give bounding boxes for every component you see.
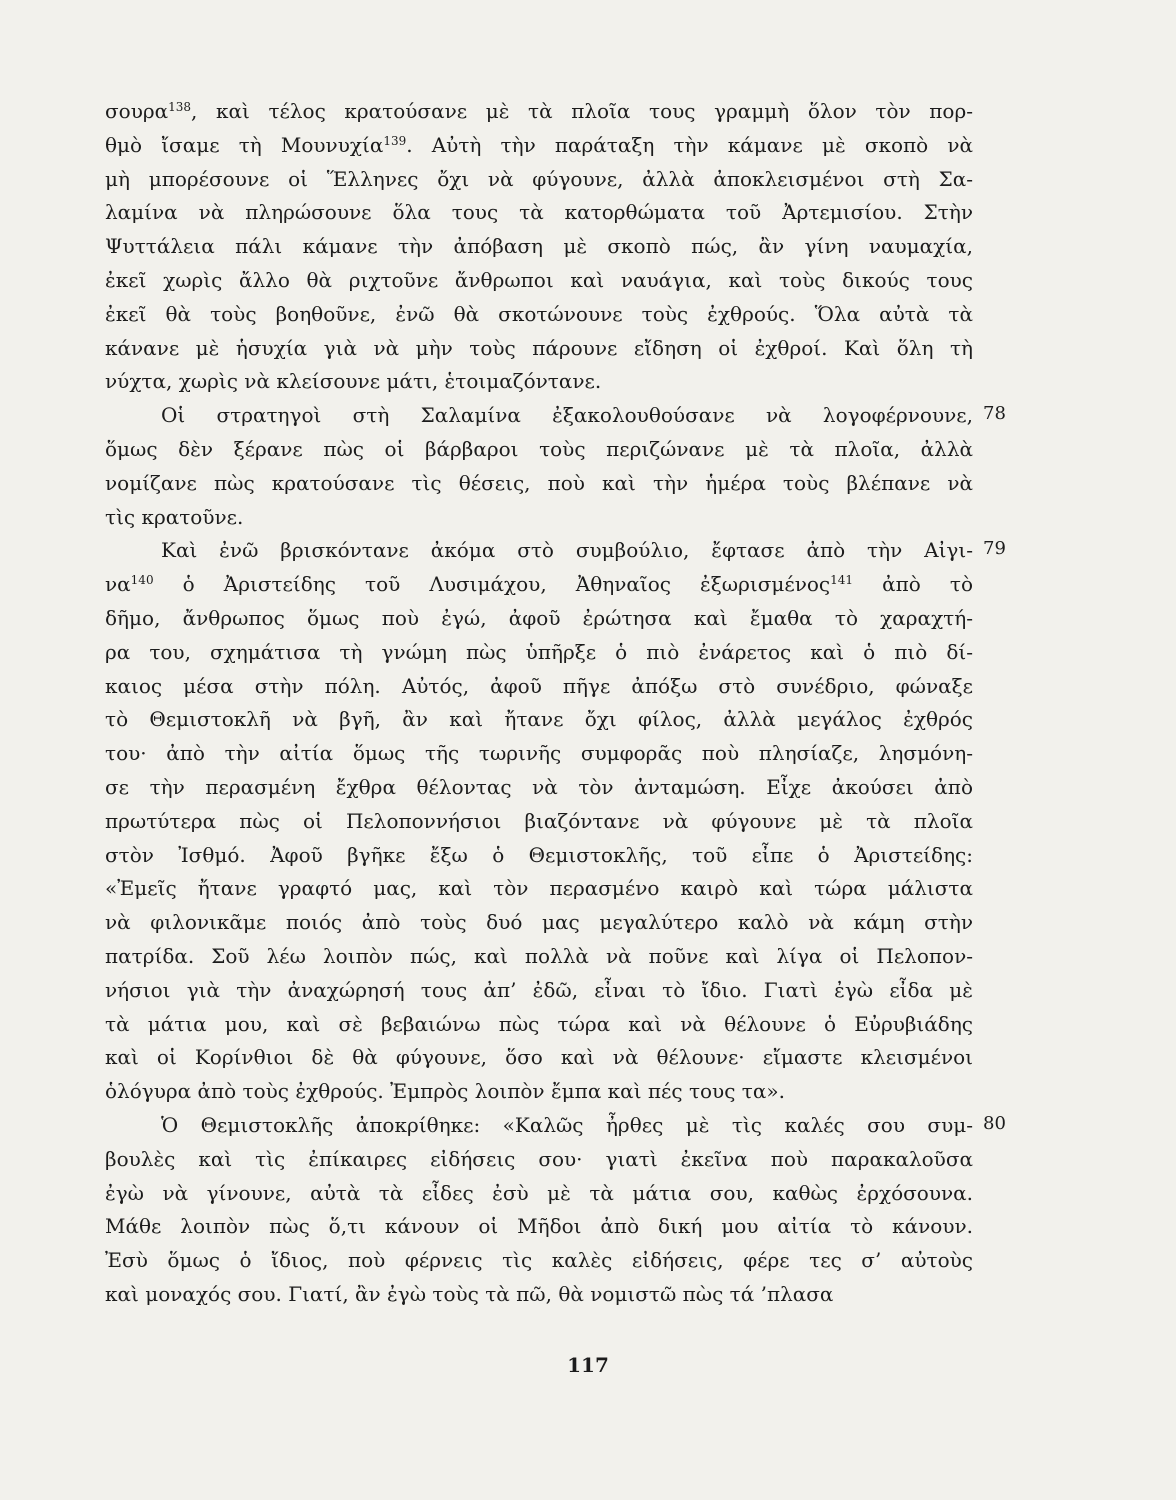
footnote-ref: 140 — [130, 573, 154, 588]
text-run: νύχτα, χωρὶς νὰ κλείσουνε μάτι, ἑτοιμαζόντανε. — [105, 369, 602, 394]
text-line — [105, 163, 973, 196]
margin-number: 79 — [983, 538, 1006, 559]
footnote-ref: 139 — [383, 133, 407, 148]
text-line — [105, 737, 973, 770]
text-run: κάνανε μὲ ἡσυχία γιὰ νὰ μὴν τοὺς πάρουνε εἴδηση οἱ ἐχθροί. Καὶ ὅλη τὴ — [105, 335, 973, 360]
text-run: «Ἐμεῖς ἤτανε γραφτό μας, καὶ τὸν περασμένο καιρὸ καὶ τώρα μάλιστα — [105, 876, 973, 901]
text-line — [105, 703, 973, 736]
text-run: ἐκεῖ χωρὶς ἄλλο θὰ ριχτοῦνε ἄνθρωποι καὶ ναυάγια, καὶ τοὺς δικούς τους — [105, 268, 973, 292]
text-run: μὴ μπορέσουνε οἱ Ἕλληνες ὄχι νὰ φύγουνε, ἀλλὰ ἀποκλεισμένοι στὴ Σα- — [105, 166, 973, 191]
text-line — [105, 1008, 973, 1041]
text-line — [105, 467, 973, 500]
text-run: τὰ μάτια μου, καὶ σὲ βεβαιώνω πὼς τώρα καὶ νὰ θέλουνε ὁ Εὐρυβιάδης — [105, 1011, 973, 1036]
footnote-ref: 138 — [168, 100, 192, 114]
text-run: σουρα — [105, 99, 169, 123]
text-run: Καὶ ἐνῶ βρισκόντανε ἀκόμα στὸ συμβούλιο, ἔφτασε ἀπὸ τὴν Αἰγι- — [161, 538, 973, 563]
text-line — [105, 805, 973, 838]
text-run: ὅμως δὲν ξέρανε πὼς οἱ βάρβαροι τοὺς περιζώνανε μὲ τὰ πλοῖα, ἀλλὰ — [105, 437, 973, 461]
text-line — [161, 399, 973, 432]
margin-number: 80 — [983, 1113, 1006, 1134]
text-line — [105, 1210, 973, 1243]
text-run: δῆμο, ἄνθρωπος ὅμως ποὺ ἐγώ, ἀφοῦ ἐρώτησα καὶ ἔμαθα τὸ χαραχτή- — [105, 606, 973, 630]
text-run: νήσιοι γιὰ τὴν ἀναχώρησή τους ἀπ’ ἐδῶ, εἶναι τὸ ἴδιο. Γιατὶ ἐγὼ εἶδα μὲ — [105, 977, 973, 1002]
text-line — [105, 974, 973, 1007]
text-line — [105, 839, 973, 872]
text-line — [105, 501, 973, 534]
text-run: θμὸ ἴσαμε τὴ Μουνυχία — [105, 132, 384, 157]
text-line — [161, 534, 973, 567]
text-line — [105, 1244, 973, 1277]
page-number: 117 — [567, 1353, 609, 1377]
text-run: καὶ μοναχός σου. Γιατί, ἂν ἐγὼ τοὺς τὰ πῶ, θὰ νομιστῶ πὼς τά ’πλασα — [105, 1282, 834, 1306]
text-line — [105, 771, 973, 804]
text-line — [105, 940, 973, 973]
text-line — [105, 1177, 973, 1210]
text-line — [105, 1143, 973, 1176]
margin-number: 78 — [983, 403, 1006, 424]
text-line — [105, 196, 973, 229]
text-line — [105, 365, 973, 398]
text-run: , καὶ τέλος κρατούσανε μὲ τὰ πλοῖα τους γραμμὴ ὅλον τὸν πορ- — [191, 99, 973, 123]
text-run: ρα του, σχημάτισα τὴ γνώμη πὼς ὑπῆρξε ὁ πιὸ ἐνάρετος καὶ ὁ πιὸ δί- — [105, 639, 973, 664]
text-line — [105, 264, 973, 297]
text-run: τὶς κρατοῦνε. — [105, 504, 244, 529]
text-line — [105, 129, 973, 162]
text-run: νὰ φιλονικᾶμε ποιός ἀπὸ τοὺς δυό μας μεγαλύτερο καλὸ νὰ κάμη στὴν — [105, 910, 973, 935]
text-line — [161, 1109, 973, 1142]
text-run: ἀπὸ τὸ — [853, 572, 973, 597]
text-run: τὸ Θεμιστοκλῆ νὰ βγῆ, ἂν καὶ ἤτανε ὄχι φίλος, ἀλλὰ μεγάλος ἐχθρός — [105, 707, 973, 732]
text-line — [105, 95, 973, 128]
text-line — [105, 1041, 973, 1074]
footnote-ref: 141 — [830, 573, 854, 588]
text-run: Ψυττάλεια πάλι κάμανε τὴν ἀπόβαση μὲ σκοπὸ πώς, ἂν γίνη ναυμαχία, — [105, 234, 973, 259]
text-run: να — [105, 572, 131, 597]
text-run: νομίζανε πὼς κρατούσανε τὶς θέσεις, ποὺ καὶ τὴν ἡμέρα τοὺς βλέπανε νὰ — [105, 470, 973, 495]
text-run: βουλὲς καὶ τὶς ἐπίκαιρες εἰδήσεις σου· γιατὶ ἐκεῖνα ποὺ παρακαλοῦσα — [105, 1146, 973, 1171]
text-line — [105, 298, 973, 331]
text-line — [105, 433, 973, 466]
text-run: . Αὐτὴ τὴν παράταξη τὴν κάμανε μὲ σκοπὸ νὰ — [406, 132, 973, 157]
text-run: ὁλόγυρα ἀπὸ τοὺς ἐχθρούς. Ἐμπρὸς λοιπὸν ἔμπα καὶ πές τους τα». — [105, 1079, 785, 1104]
text-line — [105, 636, 973, 669]
text-line — [105, 670, 973, 703]
text-run: πρωτύτερα πὼς οἱ Πελοποννήσιοι βιαζόντανε νὰ φύγουνε μὲ τὰ πλοῖα — [105, 808, 973, 833]
text-line — [105, 872, 973, 905]
text-line — [105, 1075, 973, 1108]
text-line — [105, 906, 973, 939]
text-run: Ὁ Θεμιστοκλῆς ἀποκρίθηκε: «Καλῶς ἦρθες μὲ τὶς καλές σου συμ- — [161, 1113, 973, 1137]
text-run: λαμίνα νὰ πληρώσουνε ὅλα τους τὰ κατορθώματα τοῦ Ἀρτεμισίου. Στὴν — [105, 200, 973, 225]
text-run: στὸν Ἰσθμό. Ἀφοῦ βγῆκε ἔξω ὁ Θεμιστοκλῆς, τοῦ εἶπε ὁ Ἀριστείδης: — [105, 842, 973, 867]
text-line — [105, 602, 973, 635]
text-run: Οἱ στρατηγοὶ στὴ Σαλαμίνα ἐξακολουθούσανε νὰ λογοφέρνουνε, — [161, 403, 973, 428]
text-run: ὁ Ἀριστείδης τοῦ Λυσιμάχου, Ἀθηναῖος ἐξωρισμένος — [153, 572, 831, 597]
text-line — [105, 230, 973, 263]
text-line — [105, 332, 973, 365]
text-run: ἐγὼ νὰ γίνουνε, αὐτὰ τὰ εἶδες ἐσὺ μὲ τὰ μάτια σου, καθὼς ἐρχόσουνα. — [105, 1180, 973, 1205]
text-line — [105, 568, 973, 601]
text-run: σε τὴν περασμένη ἔχθρα θέλοντας νὰ τὸν ἀνταμώση. Εἶχε ἀκούσει ἀπὸ — [105, 775, 973, 799]
text-run: Μάθε λοιπὸν πὼς ὅ,τι κάνουν οἱ Μῆδοι ἀπὸ δική μου αἰτία τὸ κάνουν. — [105, 1214, 973, 1239]
text-run: ἐκεῖ θὰ τοὺς βοηθοῦνε, ἐνῶ θὰ σκοτώνουνε τοὺς ἐχθρούς. Ὅλα αὐτὰ τὰ — [105, 301, 973, 326]
text-run: του· ἀπὸ τὴν αἰτία ὅμως τῆς τωρινῆς συμφορᾶς ποὺ πλησίαζε, λησμόνη- — [105, 741, 973, 766]
text-run: πατρίδα. Σοῦ λέω λοιπὸν πώς, καὶ πολλὰ νὰ ποῦνε καὶ λίγα οἱ Πελοπον- — [105, 944, 973, 968]
text-run: καὶ οἱ Κορίνθιοι δὲ θὰ φύγουνε, ὅσο καὶ νὰ θέλουνε· εἴμαστε κλεισμένοι — [105, 1045, 973, 1070]
text-run: Ἐσὺ ὅμως ὁ ἴδιος, ποὺ φέρνεις τὶς καλὲς εἰδήσεις, φέρε τες σ’ αὐτοὺς — [105, 1248, 973, 1273]
text-line — [105, 1278, 973, 1311]
text-run: καιος μέσα στὴν πόλη. Αὐτός, ἀφοῦ πῆγε ἀπόξω στὸ συνέδριο, φώναξε — [105, 673, 973, 698]
